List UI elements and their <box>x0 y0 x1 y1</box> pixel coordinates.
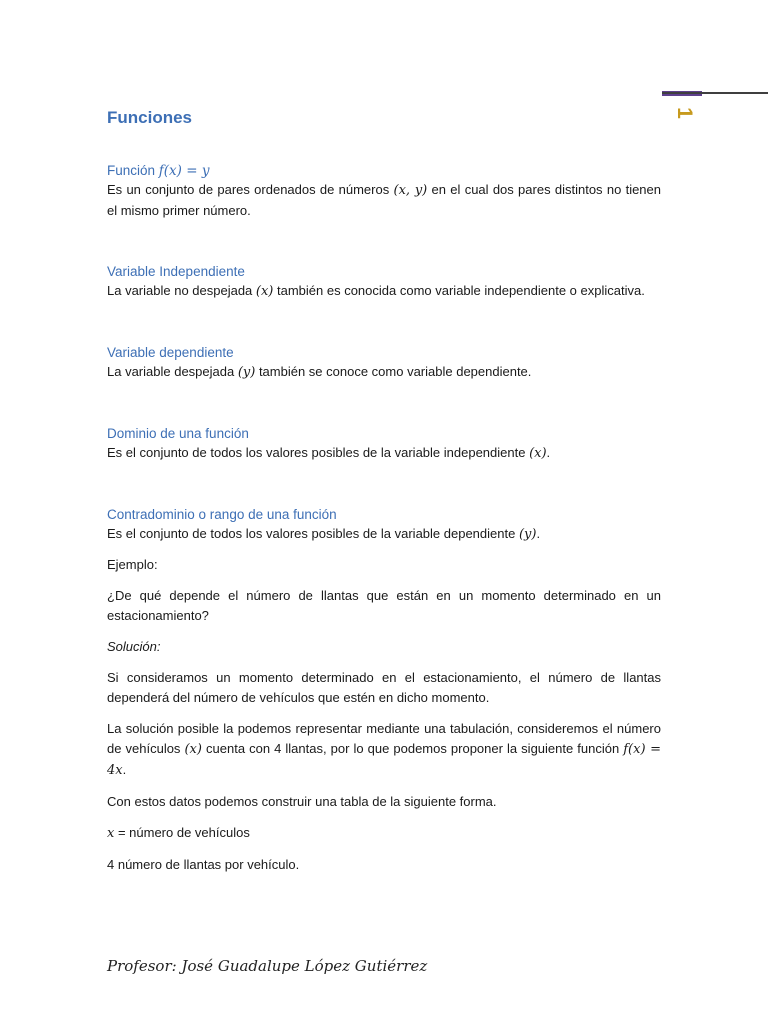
section-heading: Variable Independiente <box>107 264 245 279</box>
section-body: Es el conjunto de todos los valores posibles de la variable independiente (x). <box>107 445 551 461</box>
header-rule <box>662 92 768 94</box>
page-number: 1 <box>673 107 696 119</box>
section-heading: Dominio de una función <box>107 426 249 441</box>
section-heading: Variable dependiente <box>107 345 234 360</box>
solution-paragraph-3: Con estos datos podemos construir una tabla de la siguiente forma. <box>107 794 497 809</box>
section-contradominio <box>107 506 661 545</box>
section-body: La variable despejada (y) también se conoce como variable dependiente. <box>107 364 532 380</box>
section-heading: Contradominio o rango de una función <box>107 507 337 522</box>
section-funcion <box>107 162 661 221</box>
section-variable-independiente <box>107 263 661 302</box>
section-variable-dependiente <box>107 344 661 383</box>
section-body: Es el conjunto de todos los valores posibles de la variable dependiente (y). <box>107 526 541 542</box>
section-body: La variable no despejada (x) también es conocida como variable independiente o explicativa. <box>107 283 645 299</box>
solution-paragraph-1: Si consideramos un momento determinado en el estacionamiento, el número de llantas dependerá del número de vehículos que estén en dicho momento. <box>107 670 661 705</box>
footer-author: Profesor: José Guadalupe López Gutiérrez <box>107 957 428 975</box>
example-question: ¿De qué depende el número de llantas que están en un momento determinado en un estacionamiento? <box>107 588 661 623</box>
section-dominio <box>107 425 661 464</box>
section-body: Es un conjunto de pares ordenados de números (x, y) en el cual dos pares distintos no tienen el mismo primer número. <box>107 182 661 218</box>
page-title: Funciones <box>107 108 193 127</box>
example-label: Ejemplo: <box>107 557 158 572</box>
solution-label: Solución: <box>107 639 161 654</box>
document-body <box>107 108 661 886</box>
definition-4: 4 número de llantas por vehículo. <box>107 857 300 872</box>
solution-paragraph-2: La solución posible la podemos representar mediante una tabulación, consideremos el número de vehículos (x) cuenta con 4 llantas, por lo que podemos proponer la siguiente función f(x) = 4x. <box>107 721 662 778</box>
section-heading: Función f(x) = y <box>107 163 210 179</box>
definition-x: x = número de vehículos <box>107 825 250 841</box>
